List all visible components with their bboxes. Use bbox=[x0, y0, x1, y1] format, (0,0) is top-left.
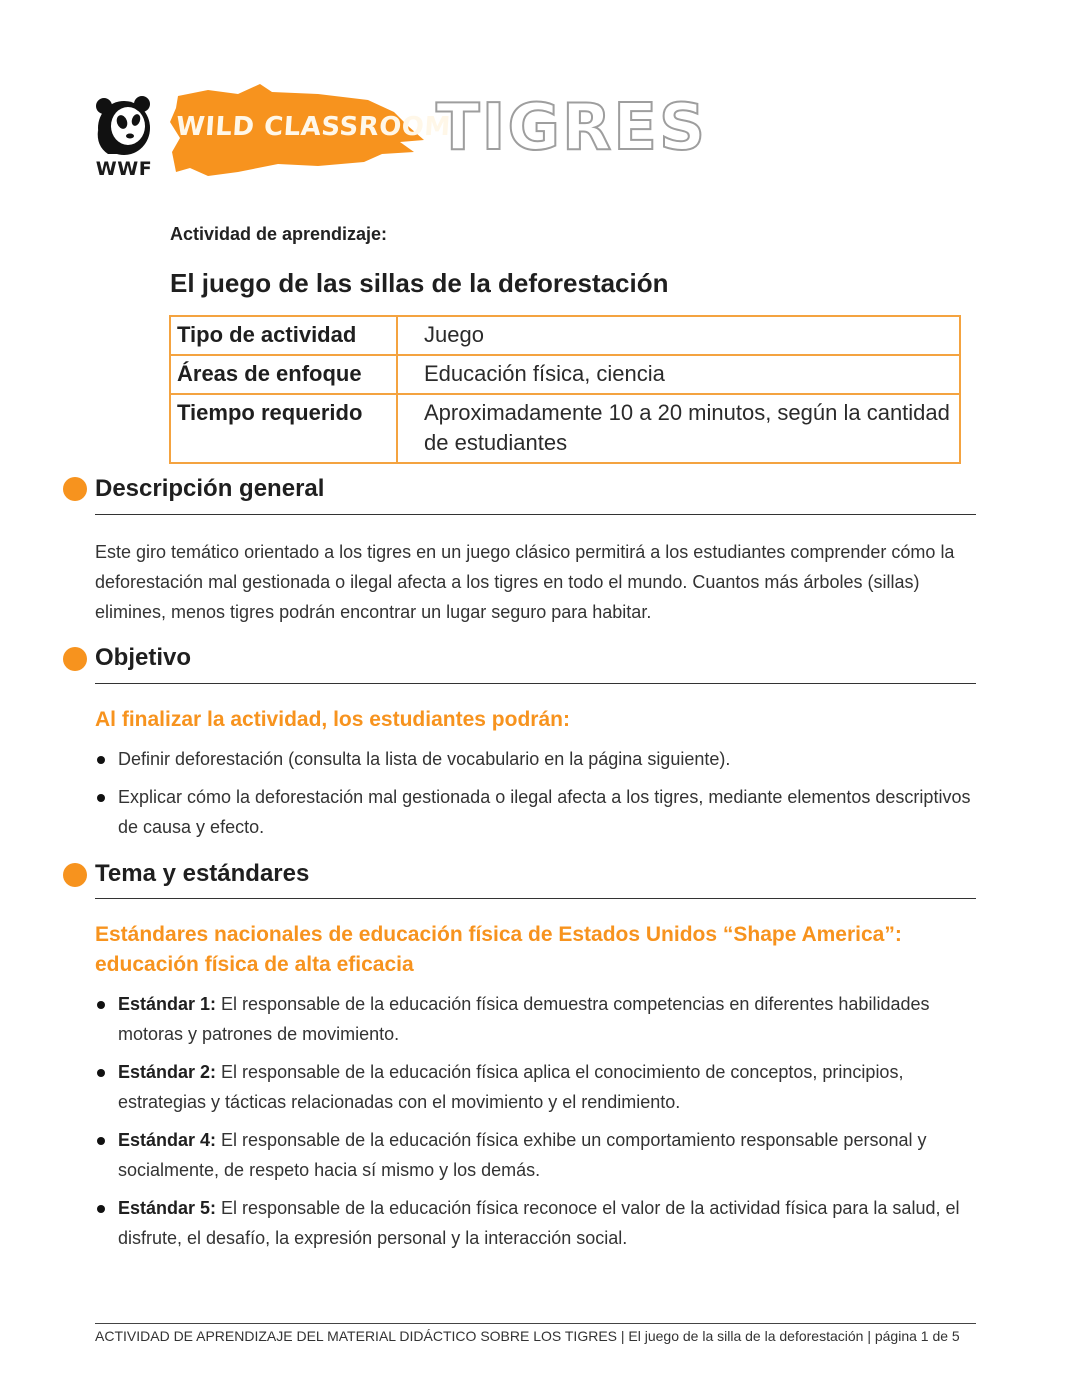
objetivo-list bbox=[95, 744, 980, 850]
list-item bbox=[95, 989, 980, 1049]
standard-label: Estándar 5: bbox=[118, 1198, 217, 1218]
standard-label: Estándar 2: bbox=[118, 1062, 217, 1082]
bullet-icon bbox=[97, 1205, 105, 1213]
list-item bbox=[95, 1193, 980, 1253]
list-item bbox=[95, 1057, 980, 1117]
panda-icon bbox=[92, 96, 156, 156]
standard-text: El responsable de la educación física reconoce el valor de la actividad física para la salud, el disfrute, el desafío, la expresión personal y la interacción social. bbox=[118, 1198, 960, 1248]
bullet-icon bbox=[97, 756, 105, 764]
section-bullet-icon bbox=[63, 647, 87, 671]
table-row bbox=[170, 394, 960, 463]
page-title: TIGRES bbox=[436, 91, 708, 165]
wwf-label: WWF bbox=[95, 158, 153, 180]
info-key: Tiempo requerido bbox=[170, 394, 397, 463]
tema-subtitle: Estándares nacionales de educación física de Estados Unidos “Shape America”: educación física de alta eficacia bbox=[95, 923, 902, 976]
standard-text: El responsable de la educación física exhibe un comportamiento responsable personal y socialmente, de respeto hacia sí mismo y los demás. bbox=[118, 1130, 927, 1180]
activity-kicker: Actividad de aprendizaje: bbox=[170, 224, 388, 244]
section-divider bbox=[95, 683, 976, 684]
table-row bbox=[170, 316, 960, 355]
wwf-logo bbox=[92, 96, 156, 182]
section-divider bbox=[95, 898, 976, 899]
info-value: Aproximadamente 10 a 20 minutos, según la cantidad de estudiantes bbox=[397, 394, 960, 463]
table-row bbox=[170, 355, 960, 394]
info-value: Juego bbox=[397, 316, 960, 355]
info-key: Tipo de actividad bbox=[170, 316, 397, 355]
section-title-tema: Tema y estándares bbox=[95, 860, 310, 887]
bullet-icon bbox=[97, 1001, 105, 1009]
list-item bbox=[95, 1125, 980, 1185]
standard-label: Estándar 4: bbox=[118, 1130, 217, 1150]
section-bullet-icon bbox=[63, 863, 87, 887]
objetivo-subtitle: Al finalizar la actividad, los estudiantes podrán: bbox=[95, 708, 570, 731]
page-footer: ACTIVIDAD DE APRENDIZAJE DEL MATERIAL DIDÁCTICO SOBRE LOS TIGRES | El juego de la silla de la deforestación | página 1 de 5 bbox=[95, 1328, 960, 1344]
footer-divider bbox=[95, 1323, 976, 1324]
info-value: Educación física, ciencia bbox=[397, 355, 960, 394]
bullet-icon bbox=[97, 1137, 105, 1145]
bullet-icon bbox=[97, 1069, 105, 1077]
activity-info-table bbox=[169, 315, 961, 464]
list-item: Definir deforestación (consulta la lista de vocabulario en la página siguiente). bbox=[95, 744, 980, 774]
activity-title: El juego de las sillas de la deforestación bbox=[170, 268, 669, 298]
standards-list bbox=[95, 989, 980, 1261]
descripcion-text: Este giro temático orientado a los tigres en un juego clásico permitirá a los estudiantes comprender cómo la deforestación mal gestionada o ilegal afecta a los tigres en todo el mundo. Cuantos más árboles (sillas) elimines, menos tigres podrán encontrar un lugar seguro para habitar. bbox=[95, 542, 955, 622]
standard-text: El responsable de la educación física demuestra competencias en diferentes habilidades motoras y patrones de movimiento. bbox=[118, 994, 930, 1044]
section-bullet-icon bbox=[63, 477, 87, 501]
standard-text: El responsable de la educación física aplica el conocimiento de conceptos, principios, estrategias y tácticas relacionadas con el movimiento y el rendimiento. bbox=[118, 1062, 904, 1112]
bullet-icon bbox=[97, 794, 105, 802]
section-title-objetivo: Objetivo bbox=[95, 644, 192, 671]
info-key: Áreas de enfoque bbox=[170, 355, 397, 394]
list-item: Explicar cómo la deforestación mal gestionada o ilegal afecta a los tigres, mediante elementos descriptivos de causa y efecto. bbox=[95, 782, 980, 842]
wild-classroom-brand: WILD CLASSROOM bbox=[174, 112, 452, 142]
section-divider bbox=[95, 514, 976, 515]
standard-label: Estándar 1: bbox=[118, 994, 217, 1014]
section-title-descripcion: Descripción general bbox=[95, 475, 325, 502]
